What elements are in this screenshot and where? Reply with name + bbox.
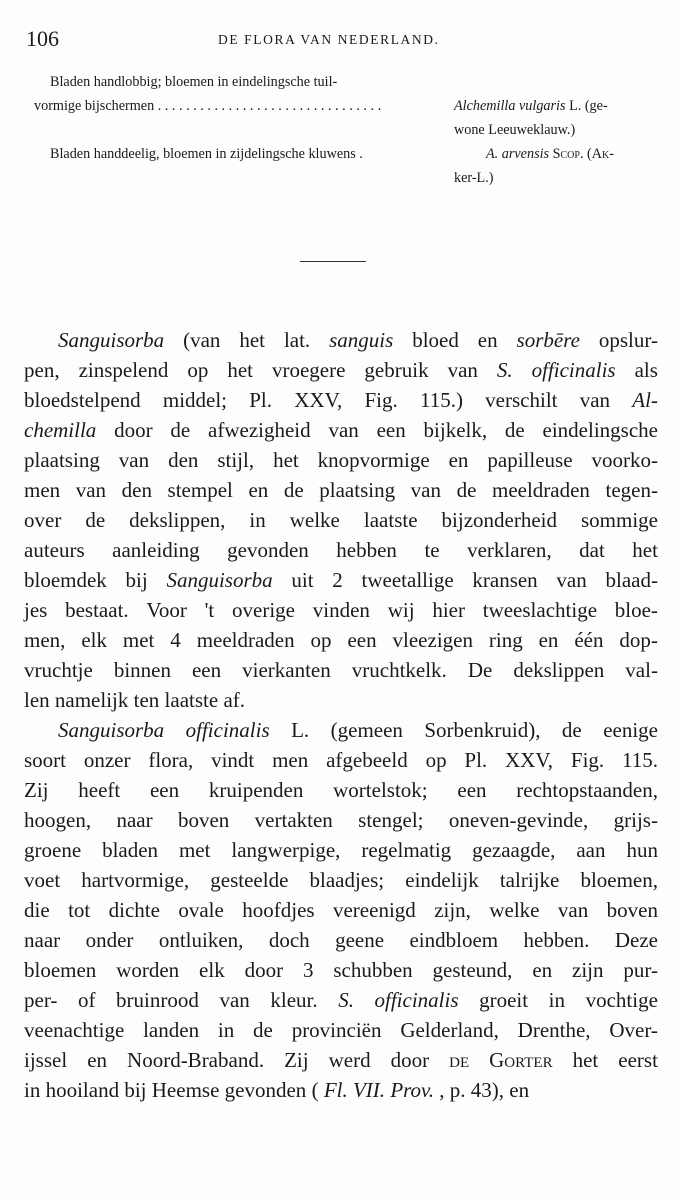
word: in [548,988,565,1012]
word: van [557,898,589,922]
word: officinalis [374,988,459,1012]
text-line [24,865,658,895]
word: per- [24,988,58,1012]
word: binnen [113,658,171,682]
text-line [24,445,658,475]
word: te [424,538,440,562]
word: bij [124,1078,147,1102]
word: op [310,628,332,652]
word: len [24,688,50,712]
word: verklaren, [467,538,552,562]
word: Sanguisorba [166,568,273,592]
word: verschilt [485,388,558,412]
word: met [178,838,211,862]
word: boven [606,898,658,922]
word: 43), [470,1078,505,1102]
word: S. [338,988,354,1012]
key-text: Scop. (Ak- [552,146,614,162]
word: op [187,358,209,382]
word: laatste [164,688,219,712]
word: in [24,1078,41,1102]
word: Sanguisorba [58,328,165,352]
word: en [538,628,559,652]
word: gebruik [364,358,429,382]
word: onder [85,928,134,952]
text-line [24,895,658,925]
word: heeft [78,778,121,802]
word: Prov. [390,1078,435,1102]
text-line [24,655,658,685]
word: de [283,478,304,502]
text-line [24,1015,658,1045]
word: officinalis [185,718,270,742]
page-number: 106 [26,26,59,51]
word: den [168,448,199,472]
word: blaad- [605,568,658,592]
word: gevonden [224,1078,307,1102]
word: in [249,508,266,532]
word: opslur- [598,328,658,352]
word: aan [576,838,606,862]
word: stempel [167,478,233,502]
word: gesteund, [432,958,513,982]
word: afwezigheid [208,418,311,442]
text-line [24,415,658,445]
word: ten [133,688,160,712]
word: het [632,538,658,562]
word: pur- [623,958,658,982]
word: het [273,448,299,472]
word: doch [268,928,310,952]
word: van [75,478,107,502]
word: bij [125,568,148,592]
word: hooiland [45,1078,120,1102]
word: middel; [162,388,228,412]
word: 115. [622,748,658,772]
paragraph-sanguisorba-officinalis [24,715,658,1105]
word: gesteelde [210,868,289,892]
word: men [24,478,61,502]
word: in [217,1018,235,1042]
word: hoofdjes [242,898,315,922]
word: van [328,418,359,442]
word: meeldraden [491,478,590,502]
word: afgebeeld [326,748,408,772]
word: bijkelk, [423,418,488,442]
word: de [504,418,525,442]
key-text: wone Leeuweklauw.) [454,122,576,138]
word: van [118,448,150,472]
word: voet [24,868,61,892]
word: door [114,418,153,442]
word: bloemen [24,958,97,982]
word: Al- [632,388,658,412]
word: de [561,718,582,742]
word: groeit [479,988,529,1012]
word: werd [328,1048,371,1072]
word: wortelstok; [333,778,428,802]
key-text: Bladen handlobbig; bloemen in eindelingsche tuil- [50,74,338,90]
text-line [24,475,658,505]
word: elk [199,958,225,982]
word: Over- [609,1018,658,1042]
word: bestaat. [65,598,129,622]
word: Heemse [151,1078,220,1102]
word: over [24,508,62,532]
word: een [347,628,377,652]
word: zinspelend [78,358,169,382]
word: vereenigd [332,898,416,922]
word: (gemeen [330,718,403,742]
word: en [509,1078,530,1102]
word: stijl, [217,448,255,472]
word: van [447,358,478,382]
text-line [24,805,658,835]
word: men, [24,628,66,652]
word: chemilla [24,418,97,442]
word: het [239,328,266,352]
text-line [24,385,658,415]
key-line [34,70,654,94]
word: hier [432,598,465,622]
word: 4 [170,628,181,652]
species-name: Alchemilla vulgaris [454,98,566,114]
word: langwerpige, [231,838,341,862]
word: jes [24,598,48,622]
word: meeldraden [196,628,295,652]
text-line [24,745,658,775]
word: XXV, [294,388,343,412]
word: vroegere [271,358,346,382]
word: welke [489,898,540,922]
word: namelijk [54,688,129,712]
species-name: A. arvensis [486,146,550,162]
body-text [24,325,658,1105]
word: ovale [178,898,224,922]
word: welke [289,508,340,532]
word: van [579,388,611,412]
word: vruchtkelk. [351,658,447,682]
word: bloemdek [24,568,107,592]
word: voorko- [591,448,658,472]
word: sorbēre [516,328,580,352]
word: (van [183,328,221,352]
word: een [191,658,222,682]
word: eindbloem [409,928,499,952]
word: als [634,358,658,382]
word: en [448,448,469,472]
key-line [34,166,654,190]
word: provinciën [291,1018,382,1042]
word: of [77,988,96,1012]
word: groene [24,838,82,862]
word: grijs- [613,808,658,832]
word: naar [116,808,153,832]
word: tweeslachtige [482,598,598,622]
word: Drenthe, [517,1018,591,1042]
word: de [85,508,106,532]
word: veenachtige [24,1018,125,1042]
word: 3 [302,958,314,982]
word: een [149,778,180,802]
word: blaadjes; [309,868,385,892]
word: één [574,628,604,652]
word: en [248,478,269,502]
word: papilleuse [487,448,573,472]
word: gevonden [227,538,309,562]
word: het [572,1048,599,1072]
text-line [24,835,658,865]
word: hebben. [523,928,590,952]
word: p. [449,1078,466,1102]
word: De [467,658,493,682]
word: Zij [284,1048,309,1072]
word: van [219,988,250,1012]
key-text: L. (ge- [569,98,608,114]
text-line [24,325,658,355]
word: eenige [603,718,658,742]
word: Sanguisorba [58,718,165,742]
word: eindelijk [405,868,479,892]
word: door [244,958,284,982]
word: uit [291,568,314,592]
word: bladen [102,838,159,862]
key-text: vormige bijschermen . . . . . . . . . . . . . . . . . . . . . . . . . . . . . . . . [34,98,382,114]
text-line [24,685,658,715]
word: dop- [619,628,658,652]
word: kruipenden [208,778,304,802]
word: ring [488,628,523,652]
word: elk [81,628,107,652]
word: L. [291,718,310,742]
word: af. [223,688,246,712]
word: die [24,898,50,922]
word: eindelingsche [542,418,658,442]
word: Fl. [323,1078,348,1102]
key-text: Bladen handdeelig, bloemen in zijdelingsche kluwens . [50,146,363,162]
word: flora, [148,748,194,772]
word: van [410,478,441,502]
word: een [376,418,406,442]
word: S. [496,358,513,382]
word: de [456,478,477,502]
word: vinden [312,598,370,622]
word: dat [579,538,605,562]
text-line [24,625,658,655]
word: ( [311,1078,319,1102]
text-line [24,595,658,625]
word: hebben [336,538,397,562]
word: stengel; [358,808,424,832]
word: knopvormige [317,448,430,472]
word: tweetallige [361,568,454,592]
word: auteurs [24,538,85,562]
word: den [121,478,152,502]
word: vleezigen [392,628,473,652]
section-divider [300,261,366,262]
word: aanleiding [112,538,200,562]
text-line [24,925,658,955]
word: gezaagde, [472,838,556,862]
text-line [24,355,658,385]
text-line [24,505,658,535]
key-line [34,118,654,142]
word: schubben [333,958,413,982]
word: plaatsing [24,448,100,472]
page-header [20,26,658,54]
word: van [556,568,587,592]
word: bloed [412,328,459,352]
word: bruinrood [116,988,199,1012]
word: vochtige [585,988,658,1012]
word: ijssel [24,1048,68,1072]
word: Pl. [249,388,273,412]
word: vruchtje [24,658,93,682]
word: de [449,1048,470,1072]
identification-key [34,70,654,190]
text-line [24,985,658,1015]
running-title: DE FLORA VAN NEDERLAND. [218,32,440,47]
word: worden [116,958,180,982]
word: VII. [352,1078,386,1102]
text-line [24,1045,658,1075]
word: tegen- [605,478,658,502]
word: Zij [24,778,49,802]
word: bloemen, [580,868,658,892]
word: geene [335,928,385,952]
key-line [34,142,654,166]
word: tot [68,898,91,922]
word: lat. [283,328,311,352]
paragraph-sanguisorba [24,325,658,715]
word: eerst [618,1048,658,1072]
text-line [24,775,658,805]
word: men [272,748,309,772]
word: dichte [108,898,160,922]
word: zijn, [434,898,471,922]
word: dekslippen [513,658,605,682]
word: en [532,958,553,982]
word: een [457,778,487,802]
word: rechtopstaanden, [516,778,658,802]
word: oneven-gevinde, [448,808,589,832]
word: bloedstelpend [24,388,141,412]
word: zijn [572,958,604,982]
text-line [24,1075,658,1105]
word: onzer [83,748,131,772]
word: op [425,748,447,772]
text-line [24,715,658,745]
word: officinalis [531,358,616,382]
word: Fig. [570,748,605,772]
word: Pl. [464,748,488,772]
word: de [170,418,191,442]
word: vierkanten [242,658,331,682]
word: Noord-Braband. [127,1048,265,1072]
word: laatste [363,508,418,532]
text-line [24,955,658,985]
word: kransen [472,568,538,592]
word: Gelderland, [400,1018,499,1042]
word: bloe- [614,598,658,622]
word: met [122,628,155,652]
word: plaatsing [319,478,396,502]
word: 't [204,598,215,622]
word: talrijke [499,868,560,892]
word: vindt [211,748,255,772]
word: vertakten [254,808,333,832]
word: hoogen, [24,808,92,832]
word: regelmatig [361,838,452,862]
word: hartvormige, [81,868,190,892]
word: bijzonderheid [441,508,557,532]
word: 2 [332,568,343,592]
word: dekslippen, [129,508,226,532]
word: landen [143,1018,200,1042]
word: het [227,358,253,382]
word: XXV, [505,748,554,772]
word: naar [24,928,61,952]
word: Gorter [489,1048,553,1072]
word: door [390,1048,430,1072]
word: ontluiken, [158,928,244,952]
word: pen, [24,358,60,382]
word: Fig. [364,388,398,412]
word: en [477,328,498,352]
word: hun [626,838,658,862]
key-text: ker-L.) [454,170,494,186]
word: de [253,1018,273,1042]
word: Voor [146,598,187,622]
word: sanguis [329,328,394,352]
word: overige [232,598,296,622]
text-line [24,535,658,565]
word: kleur. [270,988,318,1012]
word: , [439,1078,445,1102]
word: val- [625,658,658,682]
word: boven [177,808,230,832]
word: en [87,1048,108,1072]
word: soort [24,748,66,772]
word: Sorbenkruid), [424,718,541,742]
word: sommige [581,508,658,532]
key-line [34,94,654,118]
word: Deze [614,928,658,952]
word: 115.) [419,388,463,412]
text-line [24,565,658,595]
word: wij [387,598,415,622]
